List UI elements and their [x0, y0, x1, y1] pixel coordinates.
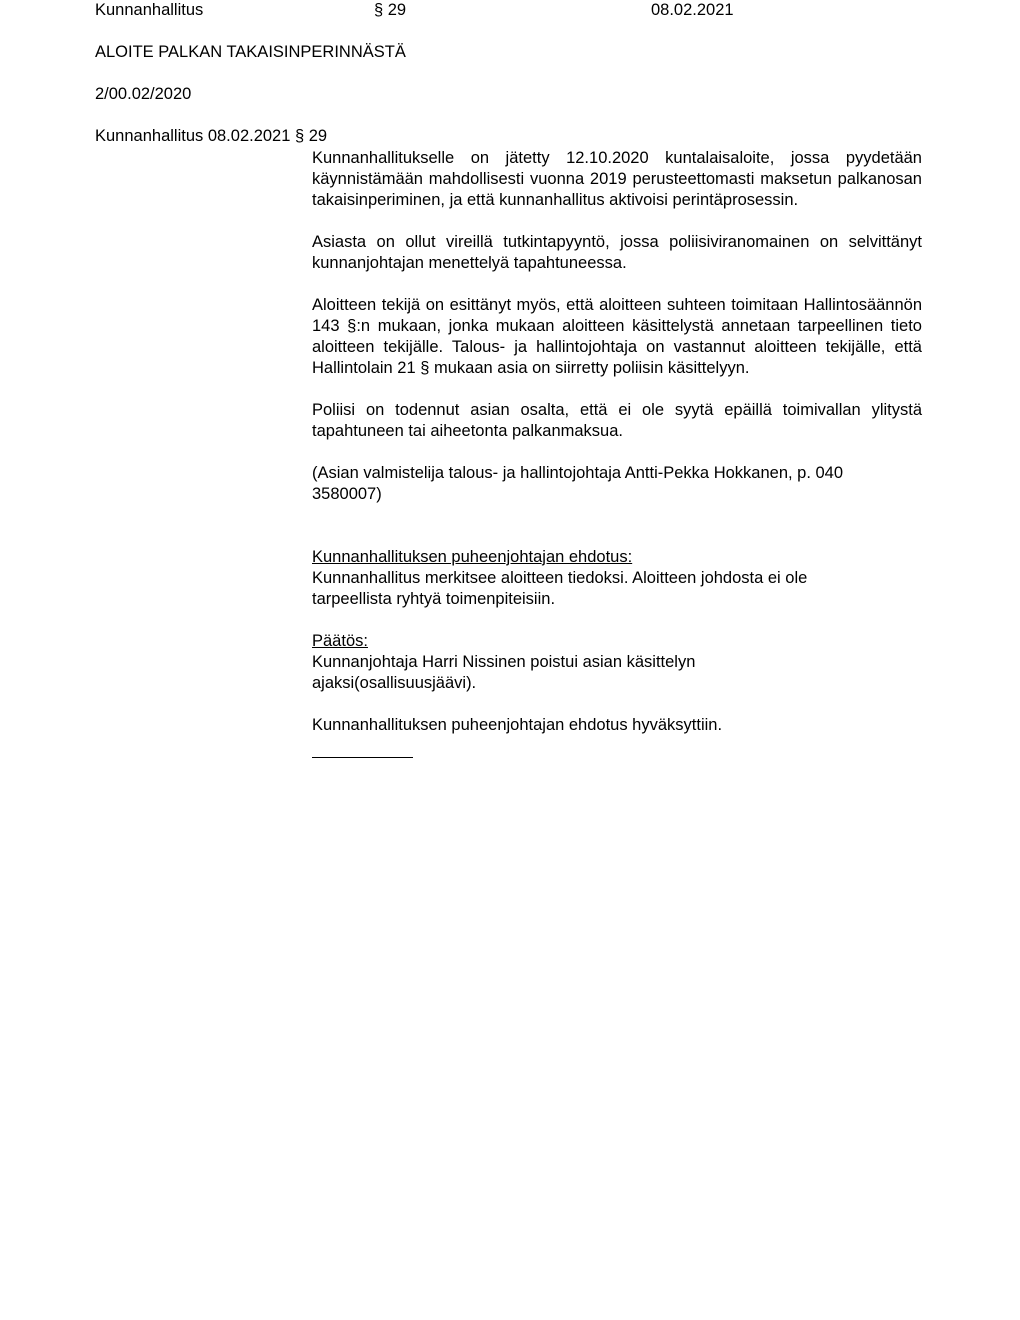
end-rule	[312, 757, 413, 758]
header-date: 08.02.2021	[651, 1, 734, 19]
decision-approval-text: Kunnanhallituksen puheenjohtajan ehdotus hyväksyttiin.	[312, 716, 723, 734]
header-section-number: § 29	[374, 1, 407, 19]
document-number: 2/00.02/2020	[95, 85, 192, 103]
decision-heading: Päätös:	[312, 632, 368, 650]
document-title: ALOITE PALKAN TAKAISINPERINNÄSTÄ	[95, 43, 406, 61]
document-body	[312, 148, 922, 758]
proposal-heading: Kunnanhallituksen puheenjohtajan ehdotus:	[312, 548, 633, 566]
paragraph-preparer: (Asian valmistelija talous- ja hallintojohtaja Antti-Pekka Hokkanen, p. 040 3580007)	[312, 464, 844, 503]
proposal-text: Kunnanhallitus merkitsee aloitteen tiedoksi. Aloitteen johdosta ei ole tarpeellista ryhtyä toimenpiteisiin.	[312, 569, 808, 608]
paragraph-investigation: Asiasta on ollut vireillä tutkintapyyntö, jossa poliisiviranomainen on selvittänyt kunnanjohtajan menettelyä tapahtuneessa.	[312, 233, 922, 272]
paragraph-police-finding: Poliisi on todennut asian osalta, että ei ole syytä epäillä toimivallan ylitystä tapahtuneen tai aiheetonta palkanmaksua.	[312, 401, 922, 440]
meeting-reference: Kunnanhallitus 08.02.2021 § 29	[95, 127, 328, 145]
blank-line	[312, 526, 922, 547]
paragraph-initiative: Kunnanhallitukselle on jätetty 12.10.2020 kuntalaisaloite, jossa pyydetään käynnistämään mahdollisesti vuonna 2019 perusteettomasti maksetun palkanosan takaisinperiminen, ja että kunnanhallitus aktivoisi perintäprosessin.	[312, 149, 922, 209]
paragraph-procedure: Aloitteen tekijä on esittänyt myös, että aloitteen suhteen toimitaan Hallintosäännön 143 §:n mukaan, jonka mukaan aloitteen käsittelystä annetaan tarpeellinen tieto aloitteen tekijälle. Talous- ja hallintojohtaja on vastannut aloitteen tekijälle, että Hallintolain 21 § mukaan asia on siirretty poliisin käsittelyyn.	[312, 296, 922, 377]
decision-recusal-text: Kunnanjohtaja Harri Nissinen poistui asian käsittelyn ajaksi(osallisuusjäävi).	[312, 653, 696, 692]
header-body-name: Kunnanhallitus	[95, 1, 204, 19]
